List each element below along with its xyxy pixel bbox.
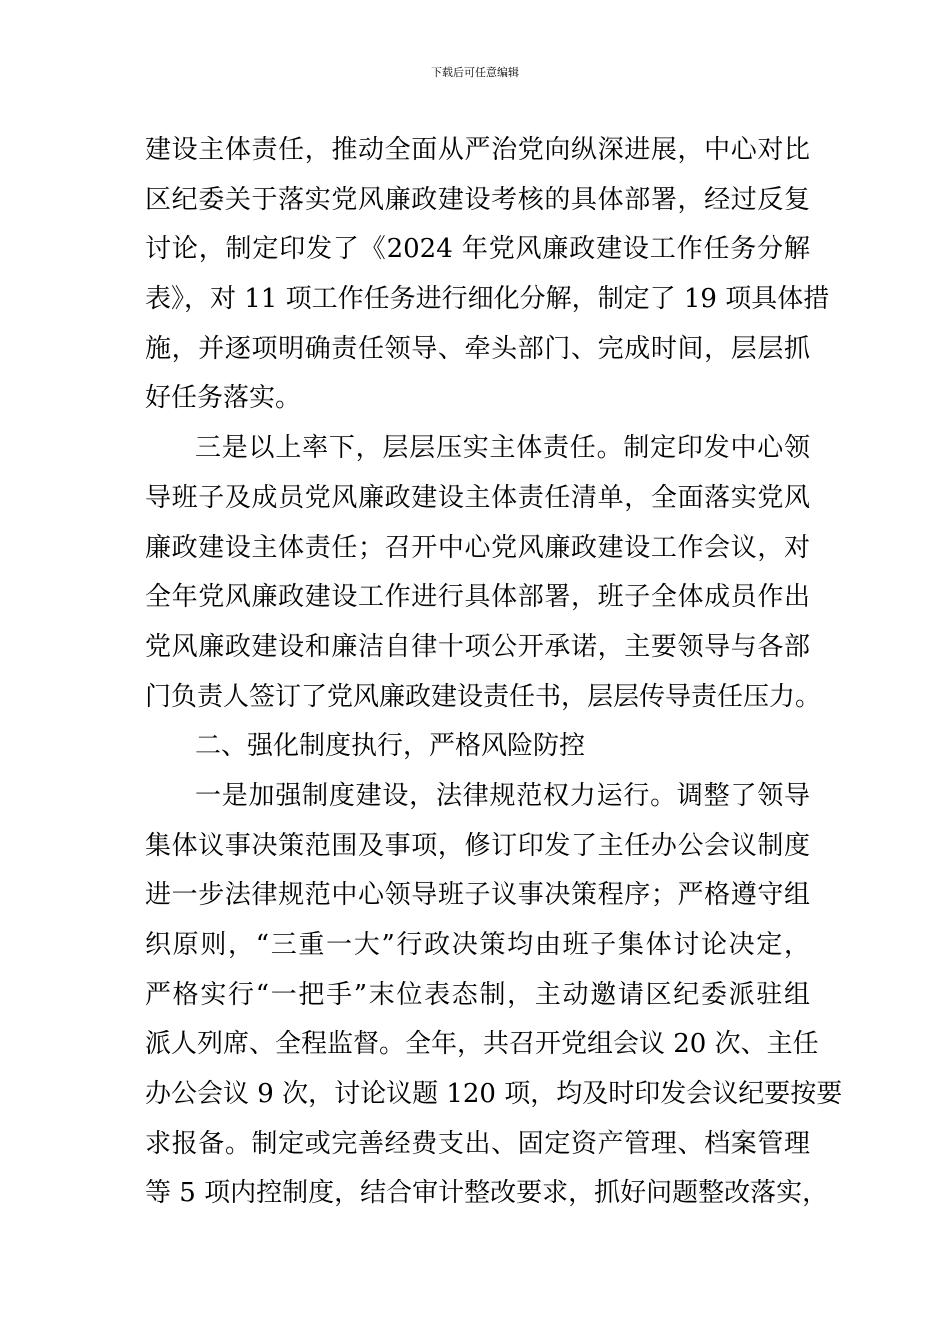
text-line: 办公会议 9 次，讨论议题 120 项，均及时印发会议纪要按要 — [145, 1079, 843, 1110]
text-line: 等 5 项内控制度，结合审计整改要求，抓好问题整改落实， — [145, 1178, 829, 1209]
text-line: 织原则，“三重一大”行政决策均由班子集体讨论决定， — [145, 930, 810, 960]
page-header: 下载后可任意编辑 — [431, 66, 519, 79]
text-line: 好任务落实。 — [145, 383, 302, 414]
text-line: 集体议事决策范围及事项，修订印发了主任办公会议制度 — [145, 830, 810, 861]
text-line: 门负责人签订了党风廉政建设责任书，层层传导责任压力。 — [145, 681, 822, 712]
paragraph-start-line: 一是加强制度建设，法律规范权力运行。调整了领导 — [195, 780, 810, 811]
text-line: 讨论，制定印发了《2024 年党风廉政建设工作任务分解 — [145, 234, 810, 265]
text-line: 施，并逐项明确责任领导、牵头部门、完成时间，层层抓 — [145, 333, 810, 364]
text-line: 党风廉政建设和廉洁自律十项公开承诺，主要领导与各部 — [145, 631, 810, 662]
document-body — [145, 126, 843, 1219]
text-line: 导班子及成员党风廉政建设主体责任清单，全面落实党风 — [145, 482, 810, 513]
text-line: 严格实行“一把手”末位表态制，主动邀请区纪委派驻组 — [145, 979, 810, 1010]
text-line: 全年党风廉政建设工作进行具体部署，班子全体成员作出 — [145, 582, 810, 613]
section-heading: 二、强化制度执行，严格风险防控 — [195, 731, 586, 762]
text-line: 廉政建设主体责任；召开中心党风廉政建设工作会议，对 — [145, 532, 810, 563]
text-line: 派人列席、全程监督。全年，共召开党组会议 20 次、主任 — [145, 1029, 819, 1060]
text-line: 进一步法律规范中心领导班子议事决策程序；严格遵守组 — [145, 880, 810, 911]
text-line: 表》，对 11 项工作任务进行细化分解，制定了 19 项具体措 — [145, 284, 830, 315]
text-line: 区纪委关于落实党风廉政建设考核的具体部署，经过反复 — [145, 184, 810, 215]
paragraph-start-line: 三是以上率下，层层压实主体责任。制定印发中心领 — [195, 433, 810, 464]
text-line: 建设主体责任，推动全面从严治党向纵深进展，中心对比 — [145, 135, 810, 165]
text-line: 求报备。制定或完善经费支出、固定资产管理、档案管理 — [145, 1128, 810, 1159]
